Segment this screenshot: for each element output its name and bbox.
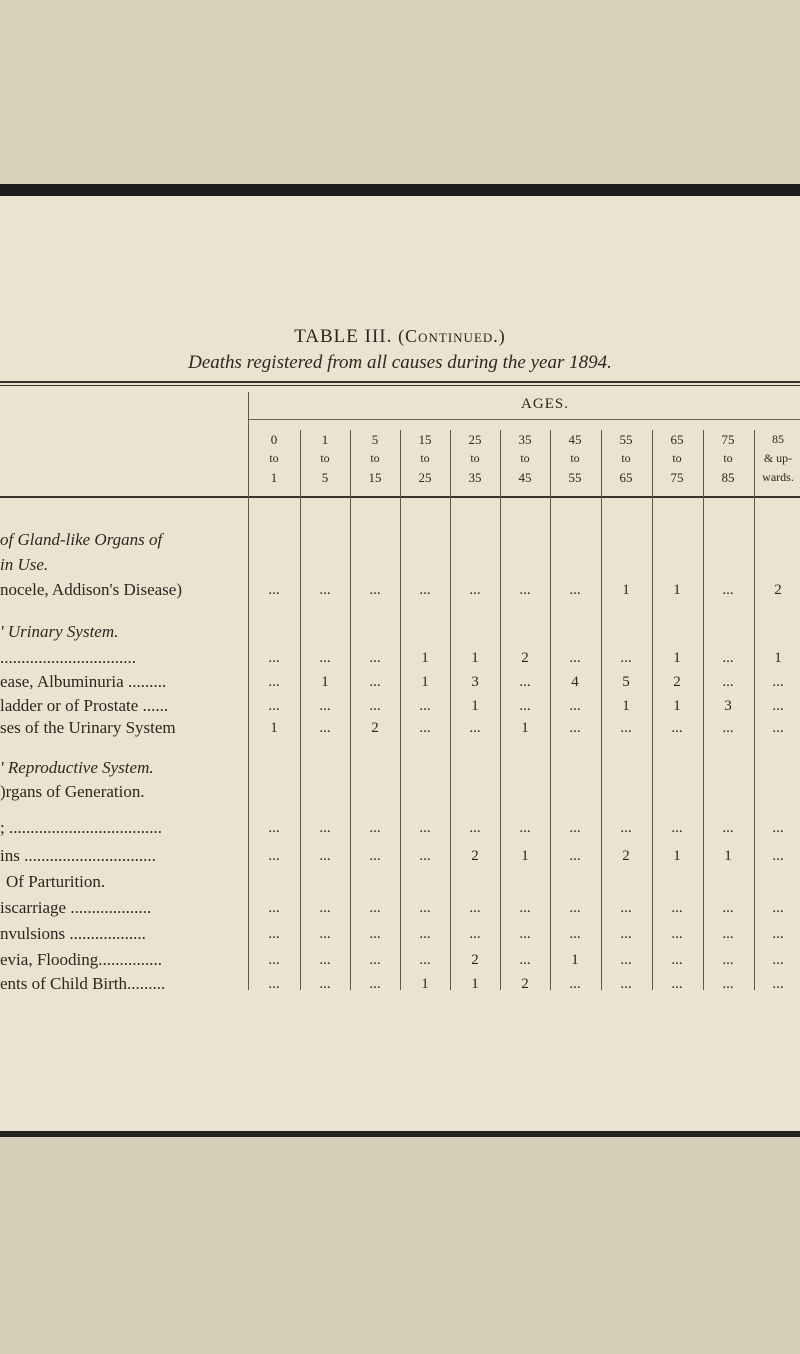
table-cell: ... xyxy=(620,952,632,968)
table-cell: ... xyxy=(772,820,784,836)
column-header-top: 35 xyxy=(518,432,532,447)
column-header-mid: to xyxy=(723,451,733,465)
row-label: Of Parturition. xyxy=(6,872,106,891)
table-cell: 1 xyxy=(421,650,429,666)
column-header-top: 45 xyxy=(568,432,582,447)
table-cell: 1 xyxy=(622,698,630,714)
table-title-main: TABLE III. xyxy=(294,326,393,347)
table-cell: ... xyxy=(722,582,734,598)
column-header-mid: to xyxy=(320,451,330,465)
table-cell: 5 xyxy=(622,674,630,690)
table-cell: ... xyxy=(620,926,632,942)
column-header-bottom: 5 xyxy=(321,470,329,485)
table-cell: ... xyxy=(569,698,581,714)
table-cell: ... xyxy=(268,674,280,690)
table-cell: 1 xyxy=(471,650,479,666)
column-header-top: 25 xyxy=(468,432,482,447)
table-cell: ... xyxy=(569,926,581,942)
table-cell: ... xyxy=(268,698,280,714)
table-cell: 1 xyxy=(673,698,681,714)
table-title-continued: (Continued.) xyxy=(398,326,506,346)
table-title xyxy=(0,326,800,348)
table-cell: ... xyxy=(671,976,683,992)
column-header-top: 55 xyxy=(619,432,633,447)
column-header xyxy=(703,430,753,487)
row-label: ................................ xyxy=(0,648,136,667)
table-cell: ... xyxy=(519,674,531,690)
table-cell: 1 xyxy=(521,720,529,736)
column-header-bottom: 55 xyxy=(568,470,582,485)
column-header xyxy=(500,430,550,487)
row-label: ins ............................... xyxy=(0,846,156,865)
table-cell: 2 xyxy=(371,720,379,736)
column-header-mid: to xyxy=(470,451,480,465)
table-cell: ... xyxy=(569,848,581,864)
table-cell: ... xyxy=(519,900,531,916)
column-header-top: 65 xyxy=(670,432,684,447)
table-cell: ... xyxy=(319,820,331,836)
row-label: ladder or of Prostate ...... xyxy=(0,696,169,715)
table-cell: ... xyxy=(772,848,784,864)
table-cell: ... xyxy=(569,650,581,666)
table-cell: ... xyxy=(671,926,683,942)
table-cell: ... xyxy=(369,952,381,968)
table-cell: ... xyxy=(419,820,431,836)
table-cell: ... xyxy=(722,976,734,992)
table-cell: ... xyxy=(268,582,280,598)
table-cell: 1 xyxy=(270,720,278,736)
table-cell: 2 xyxy=(774,582,782,598)
column-header-bottom: 45 xyxy=(518,470,532,485)
column-header xyxy=(400,430,450,487)
column-header-top: 15 xyxy=(418,432,432,447)
table-cell: ... xyxy=(419,698,431,714)
table-cell: 2 xyxy=(673,674,681,690)
table-cell: ... xyxy=(268,926,280,942)
row-label: ' Urinary System. xyxy=(0,622,119,641)
table-cell: 3 xyxy=(724,698,732,714)
table-cell: ... xyxy=(319,926,331,942)
row-label: nvulsions .................. xyxy=(0,924,146,943)
row-label: nocele, Addison's Disease) xyxy=(0,580,182,599)
table-cell: 2 xyxy=(521,976,529,992)
table-cell: ... xyxy=(319,848,331,864)
table-cell: ... xyxy=(519,582,531,598)
row-label: of Gland-like Organs of xyxy=(0,530,163,549)
table-cell: ... xyxy=(419,926,431,942)
row-label: ; .................................... xyxy=(0,818,162,837)
column-header xyxy=(550,430,600,487)
table-cell: ... xyxy=(369,582,381,598)
table-cell: ... xyxy=(469,926,481,942)
table-cell: 1 xyxy=(471,976,479,992)
column-header-mid: to xyxy=(420,451,430,465)
column-header-bottom: 1 xyxy=(270,470,278,485)
ages-underline xyxy=(248,419,800,420)
table-cell: ... xyxy=(369,698,381,714)
scan-border-top xyxy=(0,184,800,196)
table-cell: ... xyxy=(319,900,331,916)
table-cell: 2 xyxy=(521,650,529,666)
column-header xyxy=(249,430,299,487)
column-header-mid: & up- xyxy=(763,451,793,465)
table-cell: ... xyxy=(569,720,581,736)
table-cell: ... xyxy=(722,674,734,690)
column-header-top: 1 xyxy=(321,432,329,447)
table-cell: ... xyxy=(319,582,331,598)
table-cell: ... xyxy=(369,926,381,942)
table-cell: 1 xyxy=(321,674,329,690)
column-header xyxy=(753,430,800,487)
table-cell: ... xyxy=(772,720,784,736)
table-cell: ... xyxy=(569,820,581,836)
row-label: )rgans of Generation. xyxy=(0,782,145,801)
table-cell: ... xyxy=(469,582,481,598)
table-cell: ... xyxy=(519,698,531,714)
table-cell: ... xyxy=(268,820,280,836)
table-cell: ... xyxy=(569,582,581,598)
ages-heading: AGES. xyxy=(521,396,569,412)
table-cell: ... xyxy=(369,976,381,992)
row-label: ses of the Urinary System xyxy=(0,718,176,737)
row-label: ease, Albuminuria ......... xyxy=(0,672,167,691)
column-header-top: 0 xyxy=(270,432,278,447)
table-cell: ... xyxy=(620,820,632,836)
table-cell: ... xyxy=(469,720,481,736)
table-subtitle: Deaths registered from all causes during the year 1894. xyxy=(188,352,612,373)
table-cell: 3 xyxy=(471,674,479,690)
table-cell: ... xyxy=(268,952,280,968)
table-cell: 1 xyxy=(673,848,681,864)
row-label: in Use. xyxy=(0,555,49,574)
row-label: ents of Child Birth......... xyxy=(0,974,166,993)
table-cell: ... xyxy=(722,820,734,836)
table-cell: ... xyxy=(319,976,331,992)
table-cell: ... xyxy=(369,900,381,916)
table-cell: ... xyxy=(671,952,683,968)
table-cell: ... xyxy=(722,720,734,736)
column-header-bottom: wards. xyxy=(762,470,794,484)
table-cell: ... xyxy=(569,900,581,916)
table-cell: ... xyxy=(620,976,632,992)
column-header-bottom: 35 xyxy=(468,470,482,485)
column-header-bottom: 15 xyxy=(368,470,382,485)
table-cell: ... xyxy=(319,650,331,666)
column-header-mid: to xyxy=(672,451,682,465)
table-cell: 1 xyxy=(724,848,732,864)
table-cell: 4 xyxy=(571,674,579,690)
table-cell: ... xyxy=(419,720,431,736)
table-cell: ... xyxy=(772,698,784,714)
column-header xyxy=(350,430,400,487)
table-cell: 1 xyxy=(421,976,429,992)
table-cell: 1 xyxy=(774,650,782,666)
column-header xyxy=(652,430,702,487)
table-cell: ... xyxy=(268,848,280,864)
background-bottom xyxy=(0,1137,800,1354)
table-cell: ... xyxy=(268,976,280,992)
column-header-bottom: 25 xyxy=(418,470,432,485)
column-header xyxy=(601,430,651,487)
table-top-rule-thin xyxy=(0,385,800,386)
column-header-top: 85 xyxy=(772,432,784,446)
row-label: evia, Flooding............... xyxy=(0,950,162,969)
table-cell: ... xyxy=(722,926,734,942)
table-cell: 1 xyxy=(471,698,479,714)
table-cell: 1 xyxy=(521,848,529,864)
table-top-rule xyxy=(0,381,800,383)
column-header-bottom: 85 xyxy=(721,470,735,485)
table-cell: ... xyxy=(519,820,531,836)
table-cell: ... xyxy=(469,900,481,916)
column-header-bottom: 75 xyxy=(670,470,684,485)
table-cell: 2 xyxy=(471,952,479,968)
column-header-mid: to xyxy=(570,451,580,465)
table-cell: ... xyxy=(369,820,381,836)
table-cell: ... xyxy=(569,976,581,992)
table-cell: ... xyxy=(519,952,531,968)
background-top xyxy=(0,0,800,184)
column-header-mid: to xyxy=(269,451,279,465)
column-header-mid: to xyxy=(370,451,380,465)
table-cell: ... xyxy=(772,674,784,690)
table-cell: ... xyxy=(419,848,431,864)
table-cell: ... xyxy=(671,900,683,916)
table-cell: ... xyxy=(319,952,331,968)
table-cell: ... xyxy=(772,976,784,992)
table-cell: 1 xyxy=(622,582,630,598)
table-cell: ... xyxy=(268,900,280,916)
column-header xyxy=(450,430,500,487)
table-cell: ... xyxy=(772,926,784,942)
table-cell: ... xyxy=(620,900,632,916)
column-header-mid: to xyxy=(520,451,530,465)
table-cell: 1 xyxy=(421,674,429,690)
column-header-mid: to xyxy=(621,451,631,465)
table-cell: ... xyxy=(519,926,531,942)
table-cell: ... xyxy=(469,820,481,836)
table-cell: ... xyxy=(722,650,734,666)
table-cell: ... xyxy=(671,820,683,836)
table-cell: ... xyxy=(268,650,280,666)
table-cell: ... xyxy=(319,720,331,736)
table-cell: 2 xyxy=(471,848,479,864)
table-cell: ... xyxy=(671,720,683,736)
table-cell: ... xyxy=(369,674,381,690)
table-cell: ... xyxy=(319,698,331,714)
table-cell: ... xyxy=(620,720,632,736)
table-cell: 1 xyxy=(571,952,579,968)
table-cell: 1 xyxy=(673,582,681,598)
table-cell: ... xyxy=(369,650,381,666)
column-header xyxy=(300,430,350,487)
table-cell: ... xyxy=(419,582,431,598)
row-label: ' Reproductive System. xyxy=(0,758,154,777)
table-cell: ... xyxy=(419,952,431,968)
table-cell: ... xyxy=(722,900,734,916)
row-label: iscarriage ................... xyxy=(0,898,152,917)
table-cell: ... xyxy=(772,952,784,968)
column-header-top: 75 xyxy=(721,432,735,447)
column-header-bottom: 65 xyxy=(619,470,633,485)
table-cell: ... xyxy=(620,650,632,666)
table-cell: 2 xyxy=(622,848,630,864)
column-header-top: 5 xyxy=(371,432,379,447)
table-cell: ... xyxy=(369,848,381,864)
table-cell: 1 xyxy=(673,650,681,666)
table-cell: ... xyxy=(419,900,431,916)
table-cell: ... xyxy=(722,952,734,968)
table-cell: ... xyxy=(772,900,784,916)
